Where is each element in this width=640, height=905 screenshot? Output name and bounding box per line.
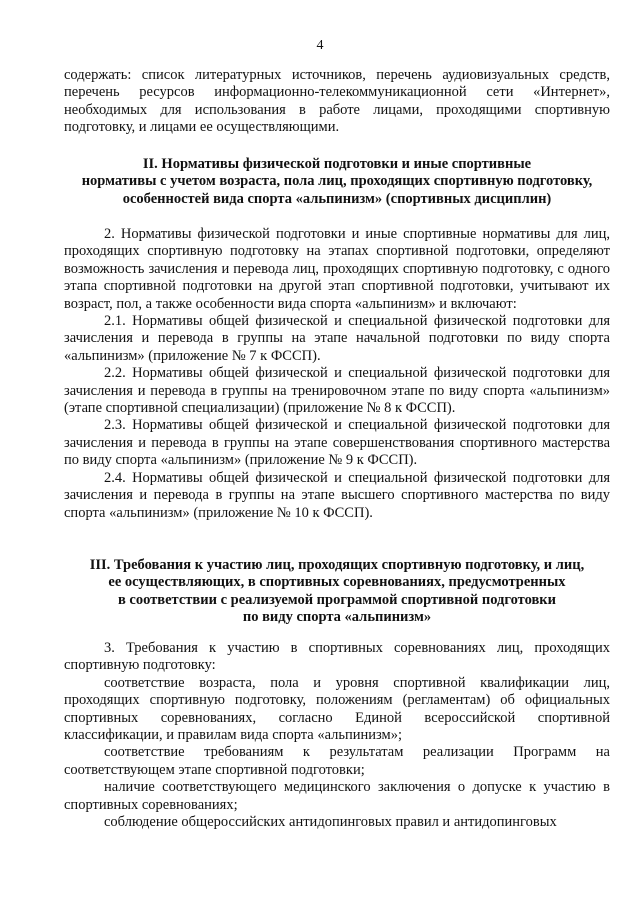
section-3-heading [64, 557, 610, 627]
section-3-paragraph: соответствие требованиям к результатам реализации Программ на соответствующем этапе спортивной подготовки; [64, 744, 610, 778]
section-3-paragraph: наличие соответствующего медицинского заключения о допуске к участию в спортивных соревнованиях; [64, 779, 610, 813]
section-2-paragraph: 2.2. Нормативы общей физической и специальной физической подготовки для зачисления и перевода в группы на тренировочном этапе по виду спорта «альпинизм» (этапе спортивной специализации) (приложение № 8 к ФССП). [64, 365, 610, 417]
section-3-heading-line: в соответствии с реализуемой программой спортивной подготовки [117, 591, 557, 608]
section-2-body [64, 226, 610, 522]
section-3-paragraph: 3. Требования к участию в спортивных соревнованиях лиц, проходящих спортивную подготовку: [64, 640, 610, 674]
section-3-paragraph: соответствие возраста, пола и уровня спортивной квалификации лиц, проходящих спортивную подготовку, положениям (регламентам) об официальных спортивных соревнованиях, согласно Единой всероссийской спортивной классификации, и правилам вида спорта «альпинизм»; [64, 674, 610, 744]
section-2-heading-line: нормативы с учетом возраста, пола лиц, проходящих спортивную подготовку, [81, 173, 593, 190]
section-2-paragraph: 2.3. Нормативы общей физической и специальной физической подготовки для зачисления и перевода в группы на этапе совершенствования спортивного мастерства по виду спорта «альпинизм» (приложение № 9 к ФССП). [64, 417, 610, 469]
section-2-heading-line: особенностей вида спорта «альпинизм» (спортивных дисциплин) [122, 190, 552, 207]
intro-paragraph: содержать: список литературных источников, перечень аудиовизуальных средств, перечень ресурсов информационно-телекоммуникационной сети «Интернет», необходимых для использования в работе лицами, проходящими спортивную подготовку, и лицами ее осуществляющими. [64, 67, 610, 136]
page-number: 4 [316, 38, 324, 53]
section-2-heading-line: II. Нормативы физической подготовки и иные спортивные [142, 156, 532, 172]
section-3-heading-line: ее осуществляющих, в спортивных соревнованиях, предусмотренных [108, 574, 566, 591]
section-2-heading [64, 156, 610, 208]
section-3-heading-line: III. Требования к участию лиц, проходящих спортивную подготовку, и лиц, [89, 557, 585, 573]
section-2-paragraph: 2. Нормативы физической подготовки и иные спортивные нормативы для лиц, проходящих спортивную подготовку на этапах спортивной подготовки, определяют возможность зачисления и перевода лиц, проходящих спортивную подготовку, с одного этапа спортивной подготовки на другой этап спортивной подготовки, учитывают их возраст, пол, а также особенности вида спорта «альпинизм» и включают: [64, 226, 610, 312]
intro-text-block [64, 67, 610, 137]
section-3-paragraph: соблюдение общероссийских антидопинговых правил и антидопинговых [104, 814, 557, 831]
section-3-heading-line: по виду спорта «альпинизм» [242, 609, 432, 626]
section-2-paragraph: 2.1. Нормативы общей физической и специальной физической подготовки для зачисления и перевода в группы на этапе начальной подготовки по виду спорта «альпинизм» (приложение № 7 к ФССП). [64, 313, 610, 364]
section-2-paragraph: 2.4. Нормативы общей физической и специальной физической подготовки для зачисления и перевода в группы на этапе высшего спортивного мастерства по виду спорта «альпинизм» (приложение № 10 к ФССП). [64, 469, 610, 521]
section-3-body [64, 640, 610, 831]
